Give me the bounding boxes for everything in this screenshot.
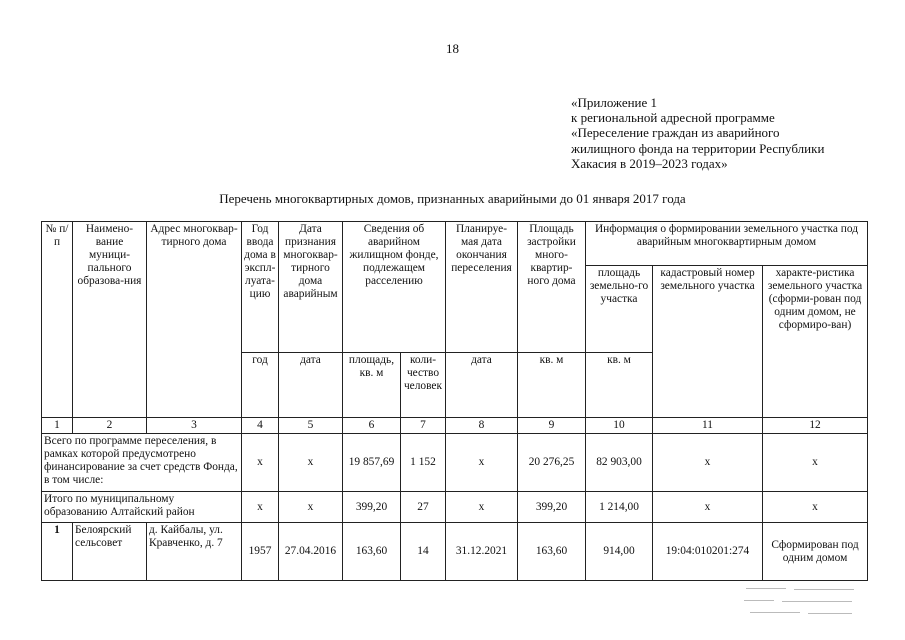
muni-people: 27 bbox=[401, 492, 446, 523]
muni-land-status: x bbox=[763, 492, 868, 523]
header-end-date: Планируе-мая дата окончания переселения bbox=[446, 222, 518, 353]
row-num: 1 bbox=[42, 523, 73, 581]
col-number: 10 bbox=[586, 417, 653, 433]
unit-people: коли-чество человек bbox=[401, 353, 446, 418]
appendix-line: к региональной адресной программе bbox=[571, 110, 775, 126]
unit-end-date: дата bbox=[446, 353, 518, 418]
column-numbers-row bbox=[42, 417, 868, 433]
faint-stamp-marks bbox=[742, 580, 862, 625]
row-land-status: Сформирован под одним домом bbox=[763, 523, 868, 581]
col-number: 8 bbox=[446, 417, 518, 433]
row-year: 1957 bbox=[242, 523, 279, 581]
col-number: 1 bbox=[42, 417, 73, 433]
col-number: 11 bbox=[653, 417, 763, 433]
muni-area: 399,20 bbox=[343, 492, 401, 523]
total-build-area: 20 276,25 bbox=[518, 433, 586, 491]
unit-build-area: кв. м bbox=[518, 353, 586, 418]
houses-table bbox=[41, 221, 868, 581]
total-land-area: 82 903,00 bbox=[586, 433, 653, 491]
col-number: 2 bbox=[73, 417, 147, 433]
header-address: Адрес многоквар-тирного дома bbox=[147, 222, 242, 418]
appendix-header bbox=[571, 95, 824, 171]
header-land-status: характе-ристика земельного участка (сформи-рован под одним домом, не сформиро-ван) bbox=[763, 266, 868, 417]
table-row-total bbox=[42, 433, 868, 491]
appendix-line: жилищного фонда на территории Республики bbox=[571, 140, 825, 156]
row-land-area: 914,00 bbox=[586, 523, 653, 581]
appendix-line: Хакасия в 2019–2023 годах» bbox=[571, 155, 728, 171]
header-municipality: Наимено-вание муници-пального образова-ния bbox=[73, 222, 147, 418]
header-build-area: Площадь застройки много-квартир-ного дома bbox=[518, 222, 586, 353]
col-number: 12 bbox=[763, 417, 868, 433]
header-land-area: площадь земельно-го участка bbox=[586, 266, 653, 353]
total-year: x bbox=[242, 433, 279, 491]
table-row bbox=[42, 523, 868, 581]
total-label: Всего по программе переселения, в рамках которой предусмотрено финансирование за счет средств Фонда, в том числе: bbox=[42, 433, 242, 491]
total-land-status: x bbox=[763, 433, 868, 491]
total-end-date: x bbox=[446, 433, 518, 491]
header-year: Год ввода дома в экспл-луата-цию bbox=[242, 222, 279, 353]
total-date: x bbox=[279, 433, 343, 491]
col-number: 6 bbox=[343, 417, 401, 433]
row-area: 163,60 bbox=[343, 523, 401, 581]
unit-date: дата bbox=[279, 353, 343, 418]
muni-label: Итого по муниципальному образованию Алтайский район bbox=[42, 492, 242, 523]
unit-year: год bbox=[242, 353, 279, 418]
unit-area: площадь, кв. м bbox=[343, 353, 401, 418]
page-number: 18 bbox=[446, 41, 459, 56]
col-number: 7 bbox=[401, 417, 446, 433]
total-people: 1 152 bbox=[401, 433, 446, 491]
row-build-area: 163,60 bbox=[518, 523, 586, 581]
header-cadastral: кадастровый номер земельного участка bbox=[653, 266, 763, 417]
header-land-info: Информация о формировании земельного участка под аварийным многоквартирным домом bbox=[586, 222, 868, 266]
muni-end-date: x bbox=[446, 492, 518, 523]
muni-cadastral: x bbox=[653, 492, 763, 523]
col-number: 5 bbox=[279, 417, 343, 433]
row-end-date: 31.12.2021 bbox=[446, 523, 518, 581]
total-cadastral: x bbox=[653, 433, 763, 491]
muni-year: x bbox=[242, 492, 279, 523]
unit-land-area: кв. м bbox=[586, 353, 653, 418]
row-municipality: Белоярский сельсовет bbox=[73, 523, 147, 581]
muni-land-area: 1 214,00 bbox=[586, 492, 653, 523]
header-emergency-fund: Сведения об аварийном жилищном фонде, подлежащем расселению bbox=[343, 222, 446, 353]
header-num: № п/п bbox=[42, 222, 73, 418]
row-date: 27.04.2016 bbox=[279, 523, 343, 581]
row-people: 14 bbox=[401, 523, 446, 581]
muni-build-area: 399,20 bbox=[518, 492, 586, 523]
col-number: 4 bbox=[242, 417, 279, 433]
muni-date: x bbox=[279, 492, 343, 523]
row-cadastral: 19:04:010201:274 bbox=[653, 523, 763, 581]
total-area: 19 857,69 bbox=[343, 433, 401, 491]
header-date: Дата признания многоквар-тирного дома аварийным bbox=[279, 222, 343, 353]
row-address: д. Кайбалы, ул. Кравченко, д. 7 bbox=[147, 523, 242, 581]
document-title: Перечень многоквартирных домов, признанных аварийными до 01 января 2017 года bbox=[219, 191, 686, 206]
table-row-municipality bbox=[42, 492, 868, 523]
col-number: 3 bbox=[147, 417, 242, 433]
appendix-line: «Приложение 1 bbox=[571, 95, 658, 110]
appendix-line: «Переселение граждан из аварийного bbox=[571, 125, 780, 141]
col-number: 9 bbox=[518, 417, 586, 433]
